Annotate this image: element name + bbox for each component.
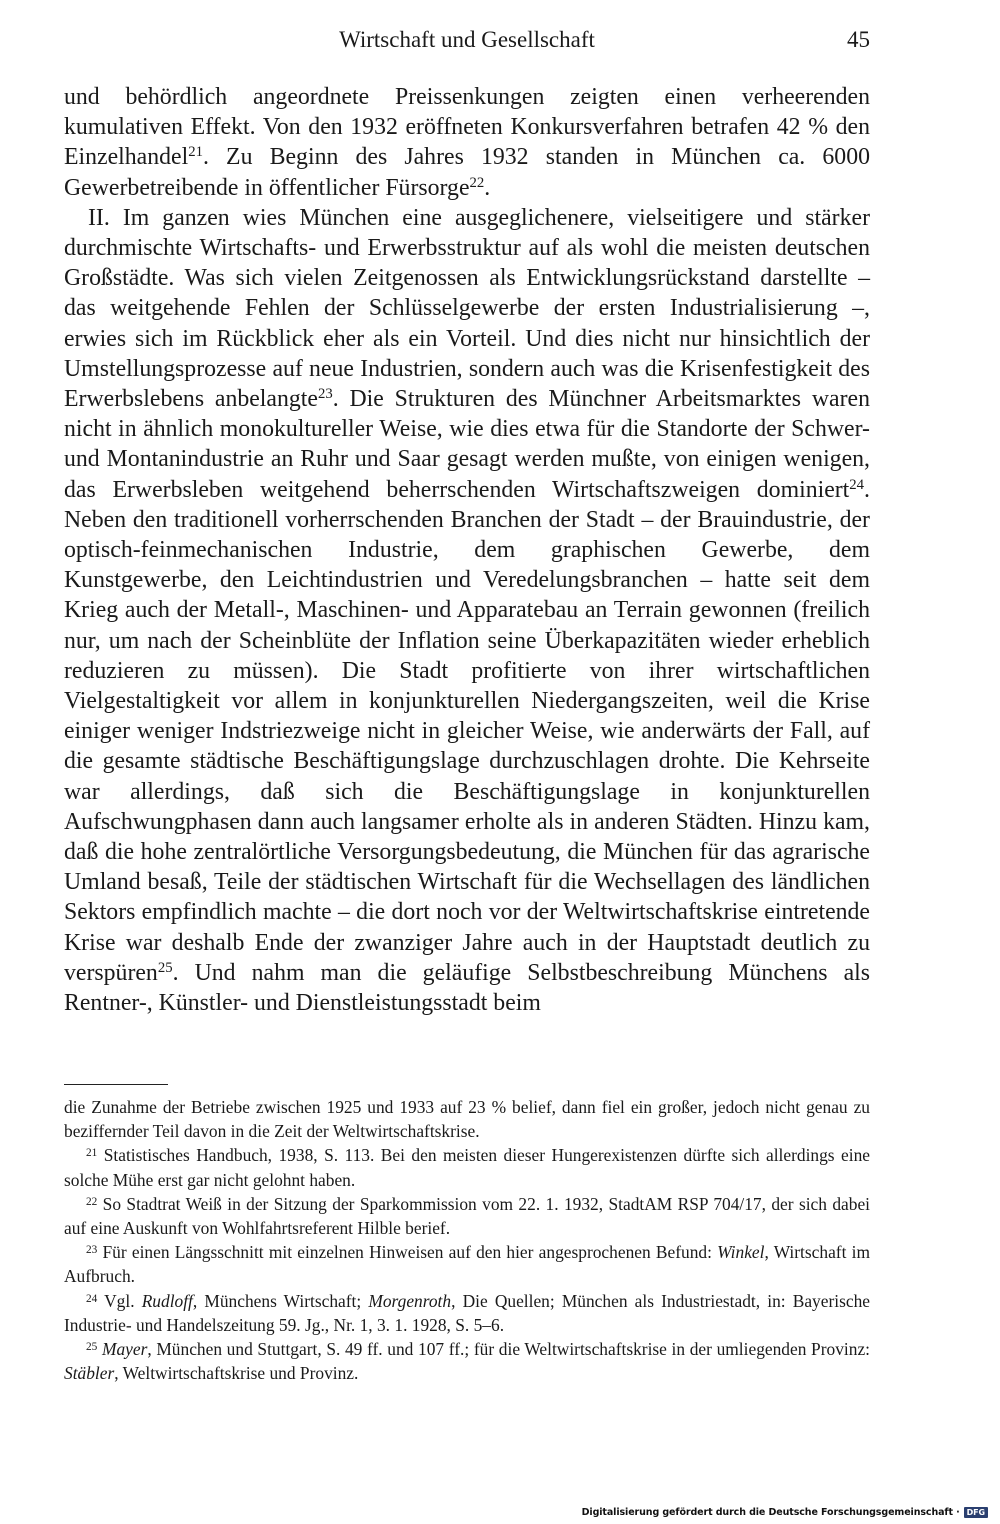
footnote-ref: 21 (188, 144, 203, 161)
footnote-ref: 23 (317, 385, 333, 402)
footnote-23 (64, 1240, 870, 1288)
paragraph (64, 203, 870, 1018)
footnote-ref: 25 (157, 959, 173, 976)
text-run: . Zu Beginn des Jahres 1932 standen in München ca. 6000 Gewerbetreibende in öffentlicher Fürsorge (64, 144, 870, 201)
author-name: Mayer (101, 1339, 148, 1360)
author-name: Winkel (717, 1242, 765, 1263)
footnote-number: 24 (86, 1292, 98, 1305)
footnote-text: So Stadtrat Weiß in der Sitzung der Sparkommission vom 22. 1. 1932, StadtAM RSP 704/17, der sich dabei auf eine Auskunft von Wohlfahrtsreferent Hilble berief. (64, 1193, 870, 1239)
author-name: Rudloff (141, 1290, 193, 1311)
footnote-25 (64, 1337, 870, 1385)
text-run: II. Im ganzen wies München eine ausgeglichenere, vielseitigere und stärker durchmischte Wirtschafts- und Erwerbsstruktur auf als wohl die meisten deutschen Großstädte. Was sich vielen Zeitgenossen als Entwicklungsrückstand darstellte – das weitgehende Fehlen der Schlüsselgewerbe der ersten Industrialisierung –, erwies sich im Rückblick eher als ein Vorteil. Und dies nicht nur hinsichtlich der Umstellungsprozesse auf neue Industrien, sondern auch was die Krisenfestigkeit des Erwerbslebens anbelangte (64, 204, 870, 413)
footnotes (64, 1095, 870, 1385)
running-title: Wirtschaft und Gesellschaft (339, 27, 595, 52)
footnote-text: Für einen Längsschnitt mit einzelnen Hinweisen auf den hier angesprochenen Befund: (97, 1242, 718, 1263)
footnote-number: 22 (86, 1195, 98, 1208)
footnote-ref: 22 (469, 174, 485, 191)
footnote-number: 25 (86, 1340, 98, 1353)
digitization-credit (582, 1505, 988, 1520)
author-name: Morgenroth (368, 1290, 452, 1311)
footnote-text: , Münchens Wirtschaft; (192, 1290, 369, 1311)
footnote-text: , Die Quellen; München als Industriestadt, in: Bayerische Industrie- und Handelszeitung 59. Jg., Nr. 1, 3. 1. 1928, S. 5–6. (64, 1290, 870, 1335)
footnote-divider (64, 1084, 168, 1085)
footnote-continuation: die Zunahme der Betriebe zwischen 1925 und 1933 auf 23 % belief, dann fiel ein großer, jedoch nicht genau zu beziffernder Teil davon in die Zeit der Weltwirtschaftskrise. (64, 1097, 870, 1142)
footnote-number: 23 (86, 1244, 98, 1257)
footnote-ref: 24 (849, 476, 865, 493)
text-run: und behördlich angeordnete Preissenkungen zeigten einen verheerenden kumulativen Effekt. Von den 1932 eröffneten Konkursverfahren betrafen 42 % den Einzelhandel (64, 84, 870, 171)
author-name: Stäbler (64, 1363, 115, 1384)
footnote-text: , München und Stuttgart, S. 49 ff. und 107 ff.; für die Weltwirtschaftskrise in der umliegenden Provinz: (147, 1339, 870, 1360)
running-head (64, 22, 870, 58)
body-text (64, 82, 870, 1018)
text-run: . Neben den traditionell vorherrschenden Branchen der Stadt – der Brauindustrie, der optisch-feinmechanischen Industrie, dem graphischen Gewerbe, dem Kunstgewerbe, den Leichtindustrien und Veredelungsbranchen – hatte seit dem Krieg auch der Metall-, Maschinen- und Apparatebau an Terrain gewonnen (freilich nur, um nach der Scheinblüte der Inflation seine Überkapazitäten wieder erheblich reduzieren zu müssen). Die Stadt profitierte von ihrer wirtschaftlichen Vielgestaltigkeit vor allem in konjunkturellen Niedergangszeiten, weil die Krise einiger weniger Indstriezweige nicht in gleicher Weise, wie anderwärts der Fall, auf die gesamte städtische Beschäftigungslage durchzuschlagen drohte. Die Kehrseite war allerdings, daß sich die Beschäftigungslage in konjunkturellen Aufschwungphasen dann auch langsamer erholte als in anderen Städten. Hinzu kam, daß die hohe zentralörtliche Versorgungsbedeutung, die München für das agrarische Umland besaß, Teile der städtischen Wirtschaft für die Wechsellagen des ländlichen Sektors empfindlich machte – die dort noch vor der Weltwirtschaftskrise eintretende Krise war deshalb Ende der zwanziger Jahre auch in der Hauptstadt deutlich zu verspüren (64, 476, 870, 986)
footnote-text: Vgl. (97, 1290, 142, 1311)
footnote-21 (64, 1143, 870, 1191)
footnote-text: , Wirtschaft im Aufbruch. (64, 1242, 870, 1287)
text-run: . Die Strukturen des Münchner Arbeitsmarktes waren nicht in ähnlich monokultureller Weise, wie dies etwa für die Standorte der Schwer- und Montanindustrie an Ruhr und Saar gesagt werden mußte, von einigen wenigen, das Erwerbsleben weitgehend beherrschenden Wirtschaftszweigen dominiert (64, 386, 870, 503)
paragraph (64, 82, 870, 203)
footnote-24 (64, 1289, 870, 1337)
credit-text: Digitalisierung gefördert durch die Deutsche Forschungsgemeinschaft · (581, 1507, 960, 1518)
page-number: 45 (847, 27, 870, 52)
footnote-number: 21 (86, 1147, 98, 1160)
footnote-text: Statistisches Handbuch, 1938, S. 113. Bei den meisten dieser Hungerexistenzen dürfte sich allerdings eine solche Mühe erst gar nicht gelohnt haben. (64, 1145, 870, 1190)
footnote-22 (64, 1192, 870, 1240)
text-run: . Und nahm man die geläufige Selbstbeschreibung Münchens als Rentner-, Künstler- und Dienstleistungsstadt beim (64, 959, 870, 1017)
dfg-logo: DFG (964, 1507, 988, 1518)
text-run: . (484, 174, 491, 201)
footnote-text: , Weltwirtschaftskrise und Provinz. (114, 1363, 359, 1384)
